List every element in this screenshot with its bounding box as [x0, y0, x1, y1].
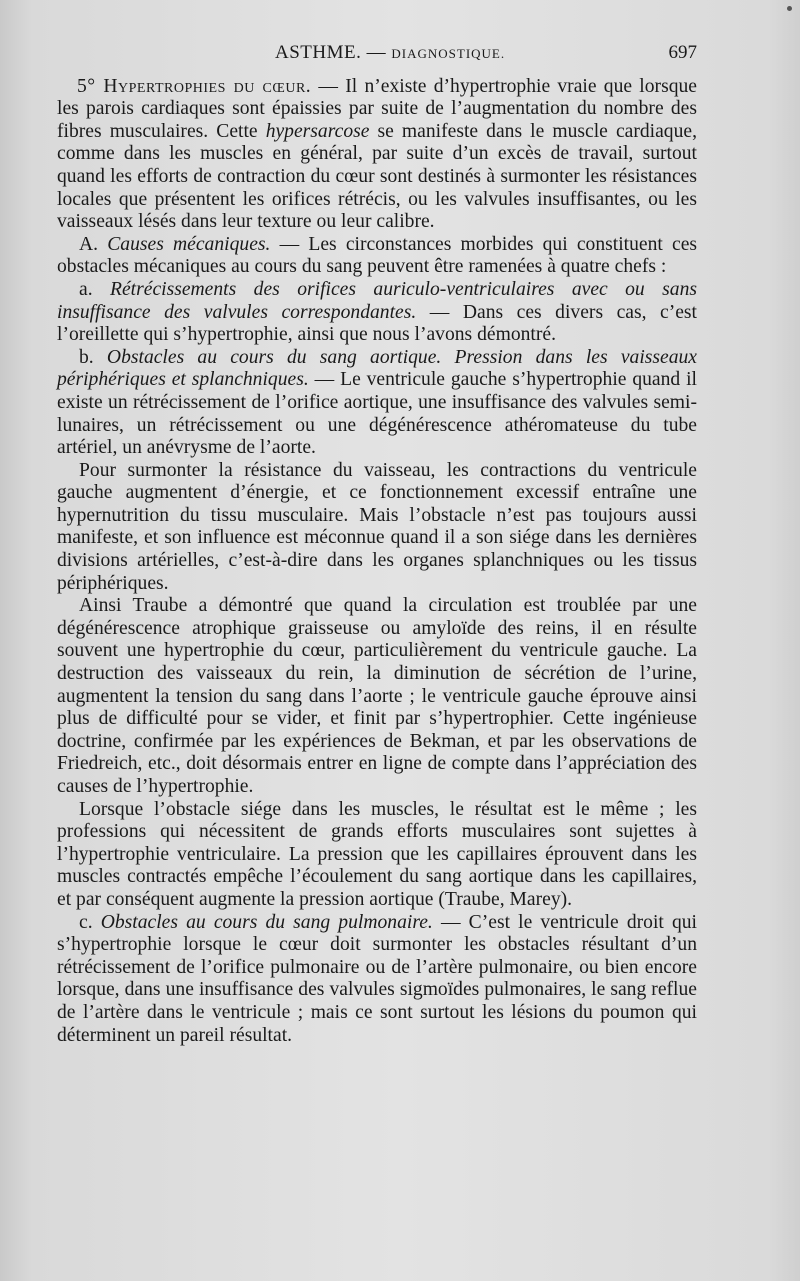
- item-marker: c.: [79, 911, 101, 933]
- running-title-main: ASTHME.: [275, 42, 362, 63]
- paragraph-text: — C’est le ventricule droit qui s’hypertrophie lorsque le cœur doit surmonter les obstacles résultant d’un rétrécissement de l’orifice pulmonaire ou de l’artère pulmonaire, ou bien encore lorsque, dans une insuffisance des valvules sigmoïdes pulmonaires, le sang reflue de l’artère dans le ventricule ; mais ce sont surtout les lésions du poumon qui déterminent un pareil résultat.: [57, 911, 697, 1046]
- italic-heading: Obstacles au cours du sang aortique. Pression dans les vaisseaux périphériques et splanchniques.: [57, 346, 697, 391]
- paragraph-item-a: [57, 279, 697, 347]
- running-title-sub: DIAGNOSTIQUE.: [391, 46, 506, 61]
- italic-term: hypersarcose: [265, 120, 370, 142]
- paragraph-muscles: Lorsque l’obstacle siége dans les muscles, le résultat est le même ; les professions qui nécessitent de grands efforts musculaires sont sujettes à l’hypertrophie ventriculaire. La pression que les capillaires éprouvent dans les muscles contractés empêche l’écoulement du sang aortique dans les capillaires, et par conséquent augmente la pression aortique (Traube, Marey).: [57, 798, 697, 910]
- item-marker: A.: [79, 233, 108, 255]
- section-label: 5° Hypertrophies du cœur.: [77, 75, 312, 97]
- italic-heading: Causes mécaniques.: [107, 233, 271, 255]
- italic-heading: Obstacles au cours du sang pulmonaire.: [100, 911, 433, 933]
- paragraph-text: — Les circonstances morbides qui constituent ces obstacles mécaniques au cours du sang peuvent être ramenées à quatre chefs :: [57, 233, 698, 278]
- paragraph-resistance: Pour surmonter la résistance du vaisseau, les contractions du ventricule gauche augmentent d’énergie, et ce fonctionnement excessif entraîne une hypernutrition du tissu musculaire. Mais l’obstacle n’est pas toujours aussi manifeste, et son influence est méconnue quand il a son siége dans les dernières divisions artérielles, c’est-à-dire dans les organes splanchniques ou les tissus périphériques.: [57, 459, 697, 594]
- paragraph-hypertrophies: [57, 76, 697, 234]
- paragraph-item-c: [57, 912, 697, 1048]
- ink-dot: [787, 6, 792, 11]
- item-marker: a.: [79, 278, 111, 300]
- paragraph-item-b: [57, 347, 697, 460]
- running-head: [57, 42, 697, 66]
- paragraph-traube: Ainsi Traube a démontré que quand la circulation est troublée par une dégénérescence atrophique graisseuse ou amyloïde des reins, il en résulte souvent une hypertrophie du cœur, particulièrement du ventricule gauche. La destruction des vaisseaux du rein, la diminution de sécrétion de l’urine, augmentent la tension du sang dans l’aorte ; le ventricule gauche éprouve ainsi plus de difficulté pour se vider, et finit par s’hypertrophier. Cette ingénieuse doctrine, confirmée par les expériences de Bekman, et par les observations de Friedreich, etc., doit désormais entrer en ligne de compte dans l’appréciation des causes de l’hypertrophie.: [57, 595, 697, 797]
- paragraph-text: se manifeste dans le muscle cardiaque, comme dans les muscles en général, par suite d’un excès de travail, surtout quand les efforts de contraction du cœur sont destinés à surmonter les résistances locales que présentent les orifices rétrécis, ou les valvules insuffisantes, ou les vaisseaux lésés dans leur texture ou leur calibre.: [57, 120, 697, 233]
- paragraph-text: — Le ventricule gauche s’hypertrophie quand il existe un rétrécissement de l’orifice aortique, une insuffisance des valvules semi-lunaires, un rétrécissement ou une dégénérescence athéromateuse du tube artériel, un anévrysme de l’aorte.: [57, 369, 697, 459]
- item-marker: b.: [79, 346, 107, 368]
- italic-heading: Rétrécissements des orifices auriculo-ventriculaires avec ou sans insuffisance des valvules correspondantes.: [57, 278, 697, 323]
- page-text: [57, 42, 697, 1047]
- running-title-dash: —: [366, 42, 387, 63]
- page-number: 697: [668, 42, 697, 63]
- paragraph-text: — Dans ces divers cas, c’est l’oreillette qui s’hypertrophie, ainsi que nous l’avons démontré.: [57, 301, 697, 346]
- running-title: [275, 42, 505, 66]
- paragraph-text: — Il n’existe d’hypertrophie vraie que lorsque les parois cardiaques sont épaissies par suite de l’augmentation du nombre des fibres musculaires. Cette: [57, 75, 697, 142]
- paragraph-causes-mecaniques: [57, 234, 697, 279]
